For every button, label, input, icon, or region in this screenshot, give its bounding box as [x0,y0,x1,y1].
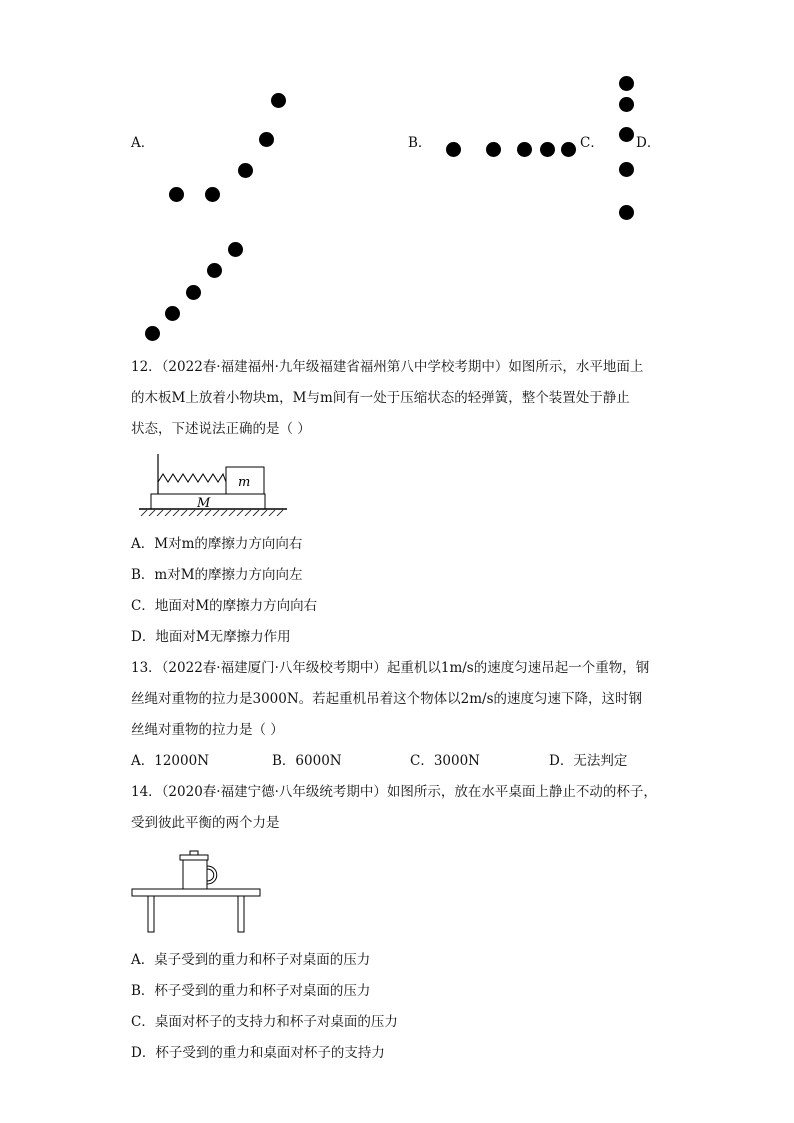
q12-option-c: C．地面对M的摩擦力方向向右 [131,598,318,614]
q14-option-b: B．杯子受到的重力和杯子对桌面的压力 [131,983,371,999]
option-a-label: A． [131,135,155,151]
dot [446,142,461,157]
block-m-label: m [238,475,251,490]
q13-option-b: B．6000N [272,753,342,769]
q13-stem-line1: 13．（2022春·福建厦门·八年级校考期中）起重机以1m/s的速度匀速吊起一个重物，钢 [131,660,650,676]
dot [238,163,253,178]
board-m-label: M [197,496,211,511]
dot [517,142,532,157]
dot [619,127,634,142]
dot [186,285,201,300]
q14-stem-line1: 14．（2020春·福建宁德·八年级统考期中）如图所示，放在水平桌面上静止不动的杯子， [131,784,657,800]
q13-stem-line2: 丝绳对重物的拉力是3000N。若起重机吊着这个物体以2m/s的速度匀速下降，这时钢 [131,691,643,707]
cup-on-table-diagram [128,848,268,938]
q13-stem-line3: 丝绳对重物的拉力是（ ） [131,722,284,738]
q13-option-c: C．3000N [410,753,480,769]
option-d-label: D． [636,135,661,151]
dot [619,205,634,220]
q14-option-c: C．桌面对杯子的支持力和杯子对桌面的压力 [131,1014,398,1030]
dot [228,242,243,257]
dot [619,97,634,112]
dot [486,142,501,157]
dot [145,326,160,341]
dot [619,162,634,177]
q14-option-a: A．桌子受到的重力和杯子对桌面的压力 [131,952,371,968]
q12-option-b: B．m对M的摩擦力方向向左 [131,567,303,583]
dot [205,187,220,202]
dot [540,142,555,157]
q13-option-d: D．无法判定 [549,753,628,769]
dot [619,76,634,91]
q12-stem-line3: 状态，下述说法正确的是（ ） [131,421,311,437]
dot [169,187,184,202]
q12-option-a: A．M对m的摩擦力方向向右 [131,536,303,552]
q12-option-d: D．地面对M无摩擦力作用 [131,629,291,645]
dot [165,306,180,321]
q13-option-a: A．12000N [131,753,210,769]
q12-stem-line1: 12．（2022春·福建福州·九年级福建省福州第八中学校考期中）如图所示，水平地面上 [131,359,644,375]
q14-option-d: D．杯子受到的重力和桌面对杯子的支持力 [131,1045,385,1061]
spring-block-diagram [135,452,295,522]
option-c-label: C． [580,135,604,151]
dot [259,132,274,147]
dot [561,142,576,157]
option-b-label: B． [408,135,432,151]
dot [271,93,286,108]
dot [207,263,222,278]
q14-stem-line2: 受到彼此平衡的两个力是 [131,815,280,831]
q12-stem-line2: 的木板M上放着小物块m，M与m间有一处于压缩状态的轻弹簧，整个装置处于静止 [131,390,630,406]
